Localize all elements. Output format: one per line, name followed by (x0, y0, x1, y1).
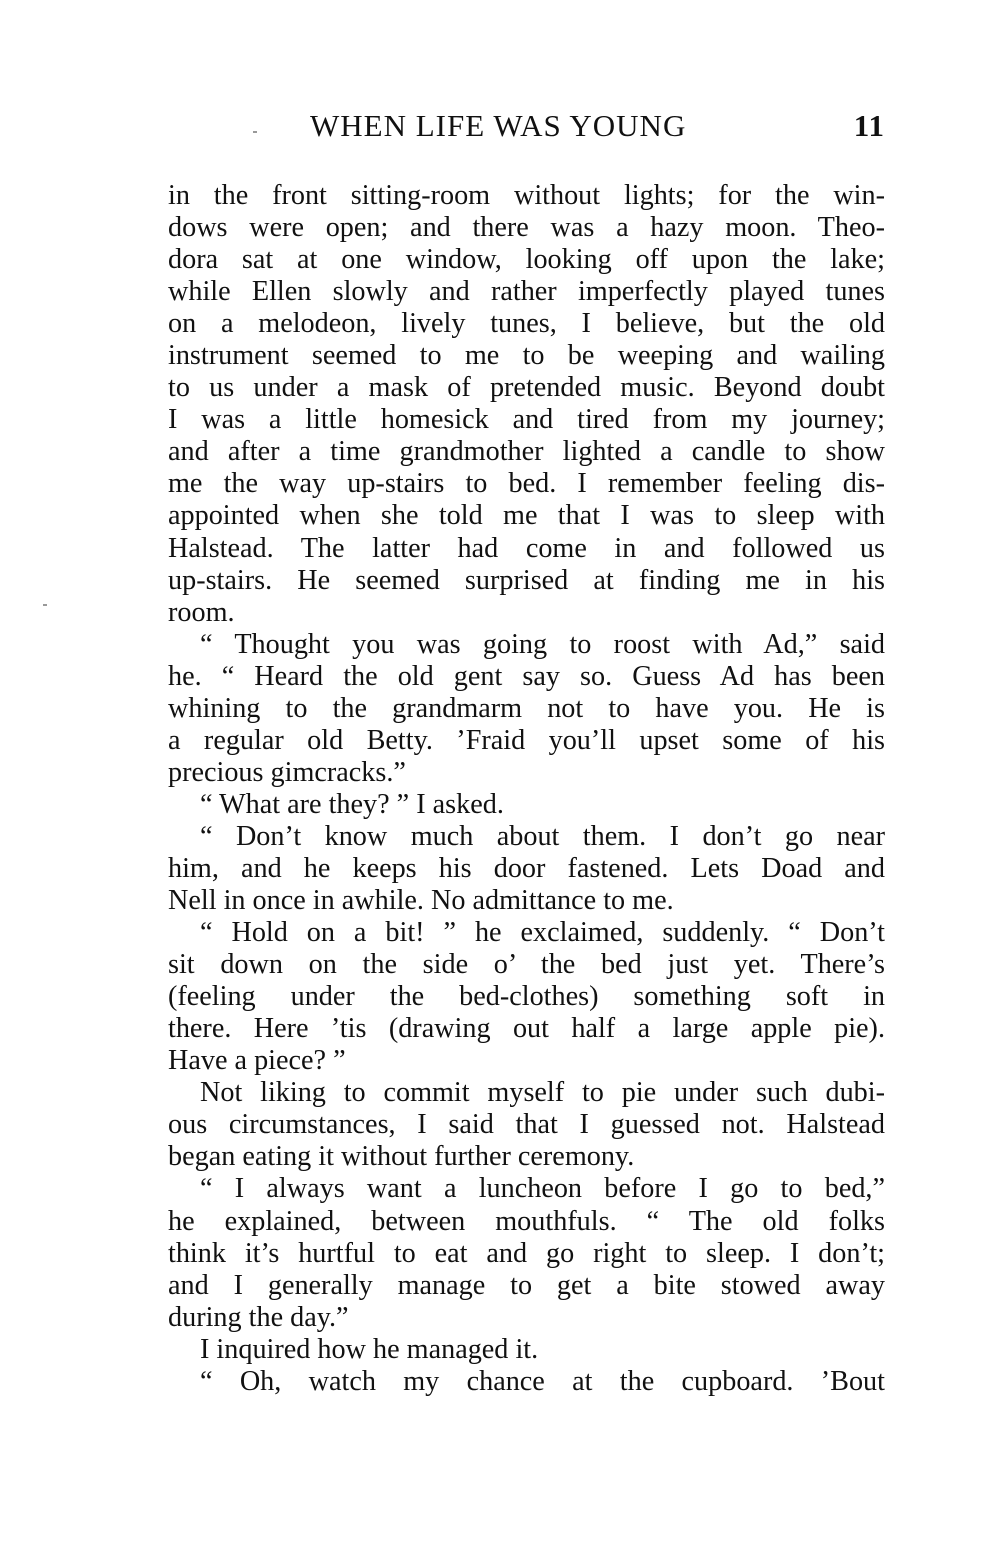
running-head-title: WHEN LIFE WAS YOUNG (310, 108, 687, 143)
text-line: and after a time grandmother lighted a candle to show (168, 436, 885, 468)
text-line: began eating it without further ceremony. (168, 1141, 635, 1173)
scan-speck (43, 604, 47, 606)
text-line: to us under a mask of pretended music. Beyond doubt (168, 372, 885, 404)
text-line: he explained, between mouthfuls. “ The old folks (168, 1205, 885, 1237)
text-line: on a melodeon, lively tunes, I believe, but the old (168, 308, 885, 340)
text-line: while Ellen slowly and rather imperfectly played tunes (168, 276, 885, 308)
scan-speck (253, 131, 257, 133)
text-line: during the day.” (168, 1301, 349, 1333)
text-line: “ What are they? ” I asked. (200, 788, 504, 820)
text-line: Halstead. The latter had come in and followed us (168, 532, 885, 564)
text-line: room. (168, 596, 235, 628)
text-line: whining to the grandmarm not to have you. He is (168, 692, 885, 724)
text-line: Have a piece? ” (168, 1045, 346, 1077)
text-line: a regular old Betty. ’Fraid you’ll upset some of his (168, 724, 885, 756)
text-line: Not liking to commit myself to pie under such dubi- (200, 1077, 885, 1109)
text-line: I was a little homesick and tired from my journey; (168, 404, 885, 436)
text-line: dora sat at one window, looking off upon the lake; (168, 244, 885, 276)
text-line: “ I always want a luncheon before I go to bed,” (200, 1173, 885, 1205)
text-line: sit down on the side o’ the bed just yet. There’s (168, 949, 885, 981)
text-line: I inquired how he managed it. (200, 1333, 539, 1365)
text-line: instrument seemed to me to be weeping and wailing (168, 340, 885, 372)
text-line: “ Don’t know much about them. I don’t go near (200, 820, 885, 852)
text-line: Nell in once in awhile. No admittance to me. (168, 885, 674, 917)
running-head (310, 108, 885, 152)
text-line: and I generally manage to get a bite stowed away (168, 1269, 885, 1301)
body-text (168, 180, 885, 1398)
text-line: he. “ Heard the old gent say so. Guess Ad has been (168, 660, 885, 692)
text-line: precious gimcracks.” (168, 756, 406, 788)
text-line: appointed when she told me that I was to sleep with (168, 500, 885, 532)
text-line: there. Here ’tis (drawing out half a large apple pie). (168, 1013, 885, 1045)
text-line: up-stairs. He seemed surprised at finding me in his (168, 564, 885, 596)
text-line: “ Thought you was going to roost with Ad,” said (200, 628, 885, 660)
page-number: 11 (853, 108, 885, 143)
text-line: “ Oh, watch my chance at the cupboard. ’Bout (200, 1365, 885, 1397)
text-line: ous circumstances, I said that I guessed not. Halstead (168, 1109, 885, 1141)
text-line: “ Hold on a bit! ” he exclaimed, suddenly. “ Don’t (200, 917, 885, 949)
text-line: in the front sitting-room without lights; for the win- (168, 180, 885, 211)
text-line: him, and he keeps his door fastened. Lets Doad and (168, 852, 885, 884)
text-line: me the way up-stairs to bed. I remember feeling dis- (168, 468, 885, 500)
text-line: dows were open; and there was a hazy moon. Theo- (168, 212, 885, 244)
text-line: think it’s hurtful to eat and go right to sleep. I don’t; (168, 1237, 885, 1269)
text-line: (feeling under the bed-clothes) something soft in (168, 981, 885, 1013)
